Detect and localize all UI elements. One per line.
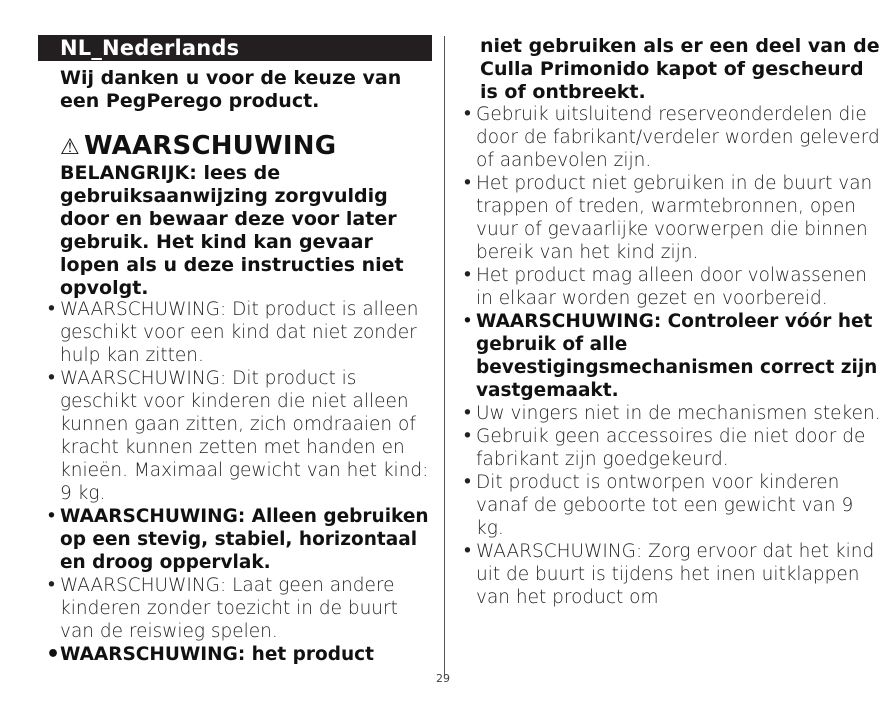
bullet: • (46, 299, 57, 320)
bullet: • (46, 368, 57, 389)
list-item-text: WAARSCHUWING: Controleer vóór het gebruik of alle bevestigingsmechanismen correct zijn vastgemaakt. (476, 311, 878, 401)
bullet: • (462, 403, 473, 424)
list-item (46, 298, 431, 367)
warning-heading (60, 130, 430, 164)
list-item-text: Gebruik uitsluitend reserveonderdelen die door de fabrikant/verdeler worden geleverd of aanbevolen zijn. (476, 104, 880, 171)
bullet: • (46, 575, 57, 596)
bullet: • (46, 642, 61, 667)
list-item (462, 540, 882, 609)
left-warning-list (46, 298, 431, 666)
list-item (46, 367, 431, 505)
list-item-text: Uw vingers niet in de mechanismen steken. (476, 403, 881, 424)
right-warning-list (462, 103, 882, 609)
bullet: • (462, 472, 473, 493)
warning-title: WAARSCHUWING (83, 131, 337, 161)
list-item (462, 425, 882, 471)
bullet: • (462, 173, 473, 194)
bullet: • (462, 104, 473, 125)
list-item (46, 643, 431, 666)
thanks-text: Wij danken u voor de keuze van een PegPerego product. (60, 67, 402, 112)
bullet: • (462, 426, 473, 447)
list-item (462, 402, 882, 425)
list-item (46, 505, 431, 574)
list-item-text: WAARSCHUWING: het product (60, 644, 374, 665)
bullet: • (46, 506, 57, 527)
list-item (462, 264, 882, 310)
bullet: • (462, 265, 473, 286)
list-item (462, 310, 882, 402)
column-divider (444, 36, 445, 676)
list-item (462, 172, 882, 264)
list-item-text: WAARSCHUWING: Laat geen andere kinderen zonder toezicht in de buurt van de reiswieg spelen. (60, 575, 398, 642)
list-item (462, 103, 882, 172)
list-item (46, 574, 431, 643)
list-item-text: WAARSCHUWING: Alleen gebruiken op een stevig, stabiel, horizontaal en droog oppervlak. (60, 506, 429, 573)
list-item-text: Het product niet gebruiken in de buurt van trappen of treden, warmtebronnen, open vuur of gevaarlijke voorwerpen die binnen bereik van het kind zijn. (476, 173, 873, 263)
important-notice: BELANGRIJK: lees de gebruiksaanwijzing zorgvuldig door en bewaar deze voor later gebruik. Het kind kan gevaar lopen als u deze instructies niet opvolgt. (60, 162, 404, 299)
language-header: NL_Nederlands (38, 35, 432, 61)
continued-warning: niet gebruiken als er een deel van de Culla Primonido kapot of gescheurd is of ontbreekt. (480, 35, 880, 103)
list-item-text: Gebruik geen accessoires die niet door de fabrikant zijn goedgekeurd. (476, 426, 866, 470)
warning-triangle-icon: ⚠ (60, 135, 80, 160)
page-number: 29 (436, 672, 450, 685)
list-item-text: WAARSCHUWING: Dit product is geschikt voor kinderen die niet alleen kunnen gaan zitten, zich omdraaien of kracht kunnen zetten met handen en knieën. Maximaal gewicht van het kind: 9 kg. (60, 368, 429, 504)
bullet: • (462, 541, 473, 562)
list-item-text: WAARSCHUWING: Dit product is alleen geschikt voor een kind dat niet zonder hulp kan zitten. (60, 299, 419, 366)
list-item-text: Het product mag alleen door volwassenen in elkaar worden gezet en voorbereid. (476, 265, 868, 309)
list-item-text: Dit product is ontworpen voor kinderen vanaf de geboorte tot een gewicht van 9 kg. (476, 472, 854, 539)
bullet: • (462, 311, 473, 332)
list-item (462, 471, 882, 540)
list-item-text: WAARSCHUWING: Zorg ervoor dat het kind uit de buurt is tijdens het inen uitklappen van het product om (476, 541, 875, 608)
